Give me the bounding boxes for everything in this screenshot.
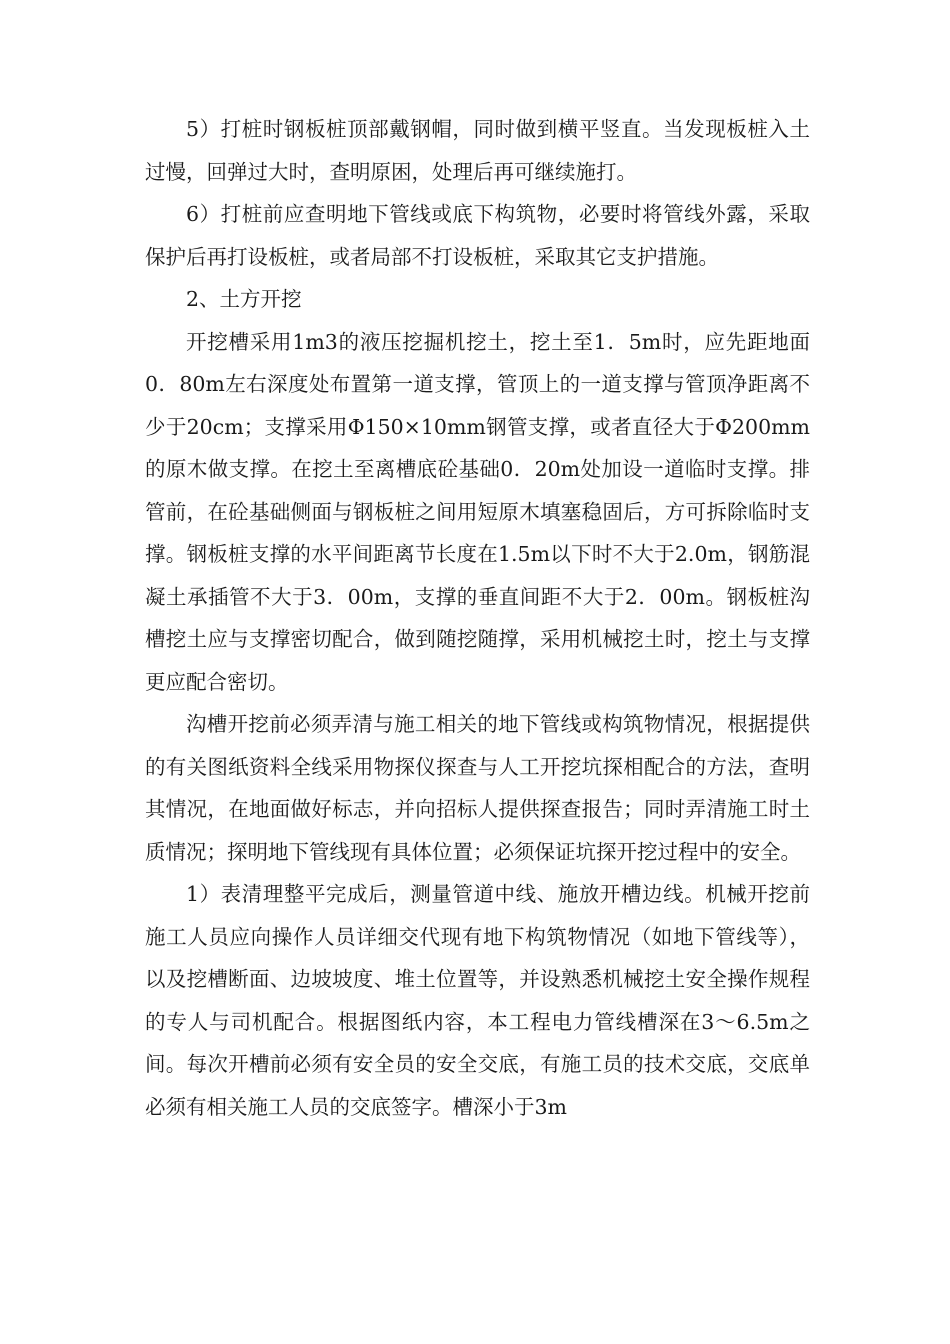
section-heading: 2、土方开挖: [186, 287, 302, 311]
paragraph-4: 沟槽开挖前必须弄清与施工相关的地下管线或构筑物情况，根据提供的有关图纸资料全线采用物探仪探查与人工开挖坑探相配合的方法，查明其情况，在地面做好标志，并向招标人提供探查报告；同时弄清施工时土质情况；探明地下管线现有具体位置；必须保证坑探开挖过程中的安全。: [145, 712, 810, 864]
paragraph-5: 1）表清理整平完成后，测量管道中线、施放开槽边线。机械开挖前施工人员应向操作人员详细交代现有地下构筑物情况（如地下管线等），以及挖槽断面、边坡坡度、堆土位置等，并设熟悉机械挖土安全操作规程的专人与司机配合。根据图纸内容，本工程电力管线槽深在3～6.5m之间。每次开槽前必须有安全员的安全交底，有施工员的技术交底，交底单必须有相关施工人员的交底签字。槽深小于3m: [145, 882, 810, 1119]
paragraph-2: 6）打桩前应查明地下管线或底下构筑物，必要时将管线外露，采取保护后再打设板桩，或者局部不打设板桩，采取其它支护措施。: [145, 202, 810, 269]
document-page: [145, 108, 810, 1128]
paragraph-3: 开挖槽采用1m3的液压挖掘机挖土，挖土至1．5m时，应先距地面0．80m左右深度处布置第一道支撑，管顶上的一道支撑与管顶净距离不少于20cm；支撑采用Φ150×10mm钢管支撑，或者直径大于Φ200mm的原木做支撑。在挖土至离槽底砼基础0．20m处加设一道临时支撑。排管前，在砼基础侧面与钢板桩之间用短原木填塞稳固后，方可拆除临时支撑。钢板桩支撑的水平间距离节长度在1.5m以下时不大于2.0m，钢筋混凝土承插管不大于3．00m，支撑的垂直间距不大于2．00m。钢板桩沟槽挖土应与支撑密切配合，做到随挖随撑，采用机械挖土时，挖土与支撑更应配合密切。: [145, 329, 810, 694]
paragraph-1: 5）打桩时钢板桩顶部戴钢帽，同时做到横平竖直。当发现板桩入土过慢，回弹过大时，查明原困，处理后再可继续施打。: [145, 117, 810, 184]
